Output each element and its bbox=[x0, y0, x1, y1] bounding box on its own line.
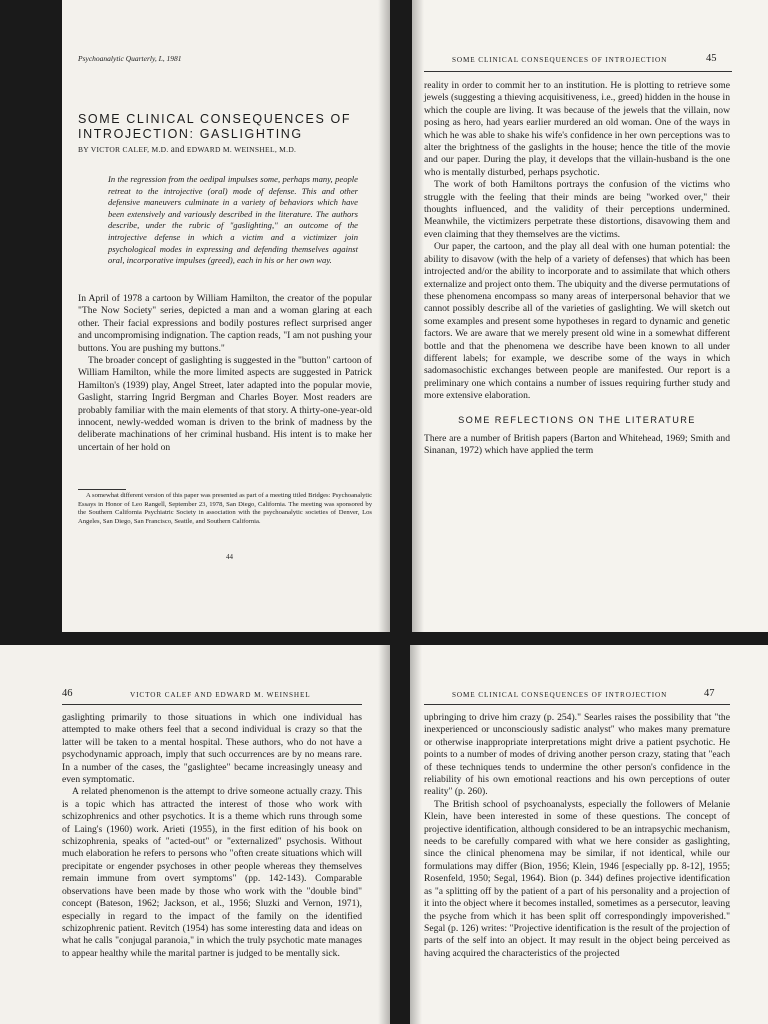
body-text bbox=[424, 80, 730, 458]
article-title: SOME CLINICAL CONSEQUENCES OF INTROJECTION: GASLIGHTING bbox=[78, 112, 352, 142]
header-rule bbox=[62, 704, 362, 705]
footnote-rule bbox=[78, 489, 126, 490]
header-rule bbox=[424, 71, 732, 72]
journal-citation: Psychoanalytic Quarterly, L, 1981 bbox=[78, 54, 182, 63]
paragraph: The work of both Hamiltons portrays the confusion of the victims who struggle with the feeling that their minds are being "worked over," their thoughts influenced, and the validity of their perceptions undermined. Meanwhile, the victimizers perpetrate these distortions, disavowing them and even claiming that they themselves are the victims. bbox=[424, 179, 730, 240]
paragraph: reality in order to commit her to an institution. He is plotting to retrieve some jewels (suggesting a thieving acquisitiveness, i.e., greed) hidden in the house in which the couple are living. It was because of the jewels that the villain, now posing as hero, had years earlier murdered an old woman. One of the ways in which he was able to shake his wife's confidence in her own perceptions was to alter the brightness of the gaslights in the house; hence the title of the movie and our paper. During the play, it develops that the villain-husband is the one who is mentally disturbed, perhaps psychotic. bbox=[424, 80, 730, 178]
paragraph: upbringing to drive him crazy (p. 254)." Searles raises the possibility that "the inexperienced or unconsciously sadistic analyst" who makes many premature or otherwise inappropriate interpretations might drive a patient psychotic. He points to a number of modes of driving another person crazy, stating that "each of these techniques tends to undermine the other person's confidence in the reliability of his own emotional reactions and his own perceptions of outer reality" (p. 260). bbox=[424, 712, 730, 798]
paragraph: The British school of psychoanalysts, especially the followers of Melanie Klein, have been interested in some of these questions. The concept of projective identification, although considered to be an intrapsychic mechanism, needs to be carefully compared with what we here consider as gaslighting, since the clinical phenomena may be similar, if not identical, while our formulations may differ (Bion, 1956; Klein, 1946 [especially pp. 8-12], 1955; Rosenfeld, 1950; Segal, 1964). Bion (p. 344) defines projective identification as "a splitting off by the patient of a part of his personality and a projection of it into the object where it becomes installed, sometimes as a persecutor, leaving the psyche from which it has been split off correspondingly impoverished." Segal (p. 126) writes: "Projective identification is the result of the projection of parts of the self into an object. It may result in the object being perceived as having acquired the characteristics of the projected bbox=[424, 798, 730, 959]
section-heading: SOME REFLECTIONS ON THE LITERATURE bbox=[458, 414, 696, 425]
body-text bbox=[424, 712, 730, 960]
page-45 bbox=[412, 0, 768, 632]
running-head: VICTOR CALEF AND EDWARD M. WEINSHEL bbox=[130, 691, 311, 699]
page-number: 44 bbox=[226, 553, 233, 561]
paragraph: There are a number of British papers (Barton and Whitehead, 1969; Smith and Sinanan, 1972) which have applied the term bbox=[424, 432, 730, 457]
running-head: SOME CLINICAL CONSEQUENCES OF INTROJECTION bbox=[452, 56, 668, 64]
page-number: 47 bbox=[704, 688, 715, 699]
page-44 bbox=[62, 0, 390, 632]
page-46 bbox=[0, 645, 390, 1024]
gutter-shadow bbox=[412, 0, 424, 632]
gutter-shadow bbox=[410, 645, 422, 1024]
page-47 bbox=[410, 645, 768, 1024]
author-2: EDWARD M. WEINSHEL, M.D. bbox=[186, 145, 297, 154]
page-number: 46 bbox=[62, 688, 73, 699]
footnote: A somewhat different version of this paper was presented as part of a meeting titled Bridges: Psychoanalytic Essays in Honor of Leo Rangell, September 23, 1978, San Diego, California. The meeting was sponsored by the Southern California Psychiatric Society in association with the psychoanalytic societies of Denver, Los Angeles, San Diego, San Francisco, Seattle, and Southern California. bbox=[78, 492, 372, 526]
gutter-shadow bbox=[378, 0, 390, 632]
abstract: In the regression from the oedipal impulses some, perhaps many, people retreat to the introjective (oral) mode of defense. This and other defensive maneuvers culminate in a variety of behaviors which have been extensively and variously described in the literature. The authors describe, under the rubric of "gaslighting," an outcome of the introjective defense in which a victim and a victimizer join psychological modes in expressing and defending themselves against oral, incorporative impulses (greed), each in his or her own way. bbox=[108, 174, 358, 266]
byline bbox=[78, 144, 296, 154]
body-text bbox=[62, 712, 362, 960]
gutter-shadow bbox=[378, 645, 390, 1024]
paragraph: The broader concept of gaslighting is suggested in the "button" cartoon of William Hamilton, while the more limited aspects are suggested in Patrick Hamilton's (1939) play, Angel Street, later adapted into the popular movie, Gaslight, starring Ingrid Bergman and Charles Boyer. Most readers are probably familiar with the main elements of that story. A thirty-one-year-old innocent, newly-wedded woman is driven to the brink of madness by the deliberate machinations of her criminal husband. His intent is to make her uncertain of her hold on bbox=[78, 355, 372, 453]
paragraph: gaslighting primarily to those situations in which one individual has attempted to make others feel that a second individual is crazy so that the latter will be taken to a mental hospital. These authors, who do not have a psychodynamic approach, imply that such occurrences are by no means rare. In a number of the cases, the "gaslightee" became increasingly uneasy and even symptomatic. bbox=[62, 712, 362, 786]
author-1: BY VICTOR CALEF, M.D. bbox=[78, 145, 169, 154]
paragraph: A related phenomenon is the attempt to drive someone actually crazy. This is a topic which has attracted the interest of those who work with schizophrenics and other psychotics. It is a theme which runs through some of Laing's (1960) work. Arieti (1955), in the first edition of his book on schizophrenia, speaks of "acted-out" or "externalized" psychosis. Without much elaboration he refers to persons who "often create situations which will precipitate or engender psychoses in other people whereas they themselves remain immune from overt symptoms" (pp. 142-143). Comparable observations have been made by those who work with the "double bind" concept (Bateson, 1962; Jackson, et al., 1956; Sluzki and Vernon, 1971), especially in regard to the impact of the family on the identified schizophrenic patient. Revitch (1954) has some interesting data and ideas on what he calls "conjugal paranoia," in which the truly psychotic mate manages to appear healthy while the marital partner is judged to be mentally sick. bbox=[62, 786, 362, 959]
byline-and: and bbox=[170, 144, 185, 154]
paragraph: Our paper, the cartoon, and the play all deal with one human potential: the ability to disavow (with the help of a variety of defenses) that which has been introjected and/or the ability to incorporate and to assimilate that which others externalize and project onto them. The ubiquity and the diverse permutations of these phenomena encompass so many areas of interpersonal behavior that we cannot possibly describe all of the varieties of gaslighting. We will sketch out some examples and present some hypotheses in regard to dynamic and genetic factors. We are aware that we merely present old wine in a somewhat different bottle and that the phenomena we describe have been known to all under different labels; for example, we describe some of the ways in which sadomasochistic exchanges between people are manifested. Our report is a preliminary one which contains a number of issues requiring further study and more extensive elaboration. bbox=[424, 241, 730, 402]
paragraph: In April of 1978 a cartoon by William Hamilton, the creator of the popular "The Now Society" series, depicted a man and a woman glaring at each other. Their facial expressions and bodily postures reflect surprised anger and uncompromising indignation. The caption reads, "I am not pushing your buttons. You are pushing my buttons." bbox=[78, 293, 372, 354]
header-rule bbox=[424, 704, 730, 705]
body-text bbox=[78, 293, 372, 454]
page-number: 45 bbox=[706, 53, 717, 64]
running-head: SOME CLINICAL CONSEQUENCES OF INTROJECTION bbox=[452, 691, 668, 699]
